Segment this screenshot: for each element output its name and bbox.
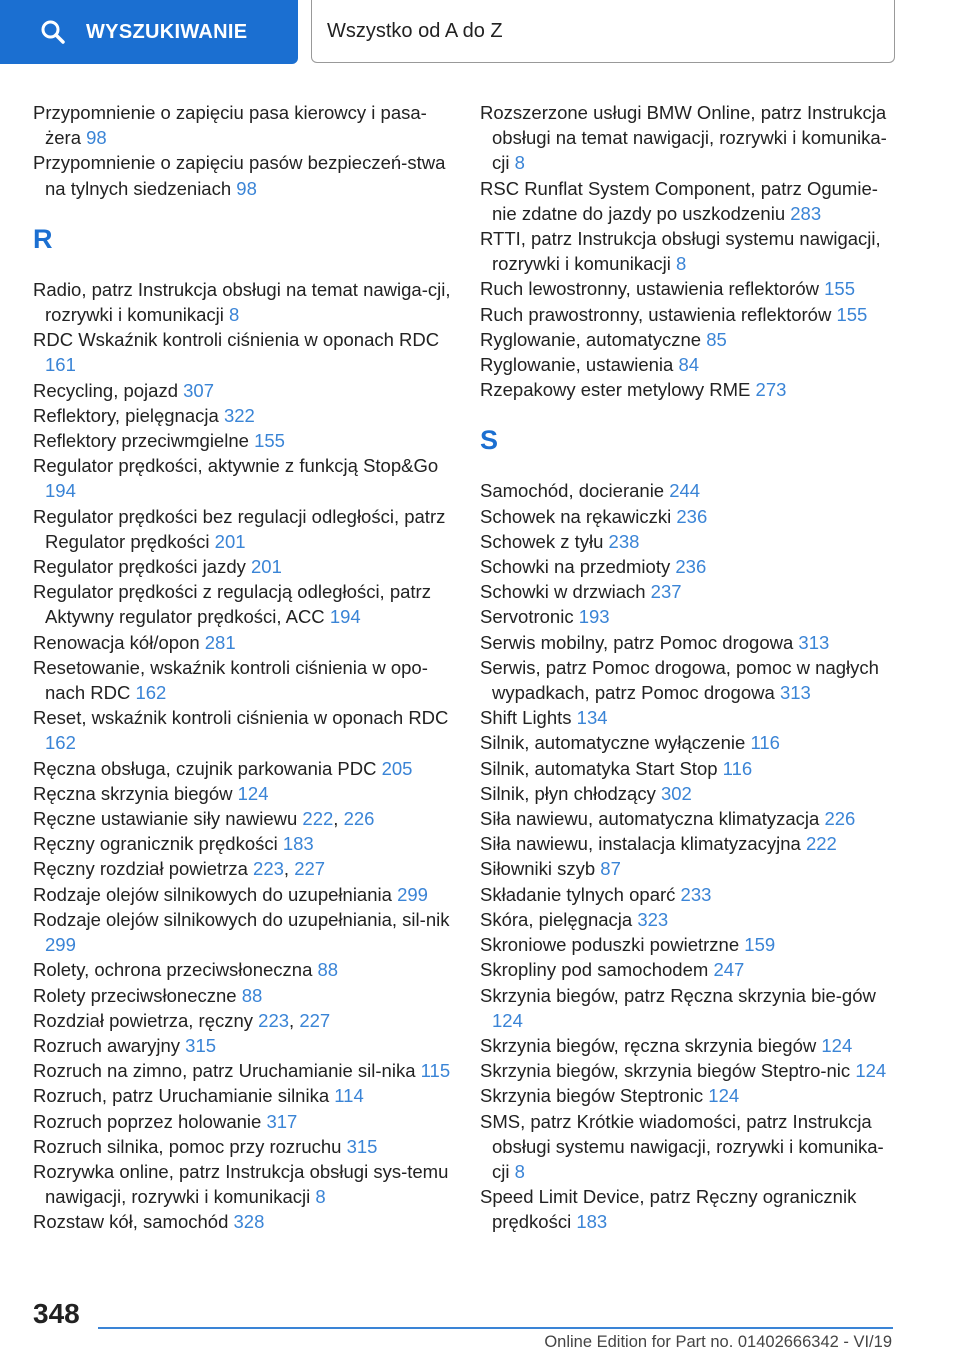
page-link[interactable]: 222 [805, 833, 837, 855]
index-entry [33, 756, 453, 781]
index-entry [480, 957, 900, 982]
index-entry-text: Skóra, pielęgnacja [480, 908, 638, 930]
index-entry [33, 1083, 453, 1108]
index-entry [480, 730, 900, 755]
index-entry-text: Skrzynia biegów, patrz Ręczna skrzynia bie-gów [480, 984, 876, 1006]
index-entry [480, 655, 900, 705]
index-entry-text: SMS, patrz Krótkie wiadomości, patrz Instrukcja obsługi systemu nawigacji, rozrywki i komunika-cji [480, 1110, 884, 1182]
page-link[interactable]: 247 [713, 959, 745, 981]
index-entry-text: Skropliny pod samochodem [480, 959, 714, 981]
page-link[interactable]: 226 [824, 808, 856, 830]
index-entry [480, 327, 900, 352]
index-entry [480, 882, 900, 907]
index-entry [480, 907, 900, 932]
index-entry [480, 554, 900, 579]
index-entry [33, 1058, 453, 1083]
index-entry-text: RDC Wskaźnik kontroli ciśnienia w oponach RDC [33, 329, 440, 351]
page-link[interactable]: 299 [45, 934, 76, 956]
index-entry [33, 453, 453, 503]
search-button-label: WYSZUKIWANIE [86, 20, 248, 43]
tab-a-to-z-label: Wszystko od A do Z [327, 19, 503, 42]
page-link[interactable]: 227 [294, 858, 326, 880]
page-link[interactable]: 8 [514, 152, 525, 174]
index-entry-text: Siła nawiewu, instalacja klimatyzacyjna [480, 833, 806, 855]
page-link[interactable]: 124 [237, 782, 269, 804]
index-entry [33, 504, 453, 554]
page-link[interactable]: 223 [258, 1009, 290, 1031]
page-link[interactable]: 88 [317, 959, 339, 981]
footer-divider [98, 1327, 893, 1329]
page-link[interactable]: 227 [299, 1009, 331, 1031]
index-entry-text: Składanie tylnych oparć [480, 883, 681, 905]
index-entry [480, 352, 900, 377]
index-entry: Ręczny rozdział powietrza 223, 227 [33, 858, 326, 880]
index-entry [33, 983, 453, 1008]
page-number: 348 [33, 1298, 80, 1329]
page-link[interactable]: 193 [578, 606, 610, 628]
search-button[interactable] [0, 0, 298, 64]
index-entry [33, 1109, 453, 1134]
page-link[interactable]: 322 [223, 404, 255, 426]
page-link[interactable]: 183 [576, 1211, 608, 1233]
index-entry-text: Recycling, pojazd [33, 379, 184, 401]
page-link[interactable]: 283 [790, 202, 822, 224]
tab-a-to-z[interactable] [311, 0, 895, 63]
index-letter-heading: R [33, 223, 53, 254]
index-entry [33, 781, 453, 806]
index-entry-text: Skrzynia biegów, skrzynia biegów Steptro-nic [480, 1060, 856, 1082]
page-link[interactable]: 161 [45, 354, 76, 376]
index-entry-text: RTTI, patrz Instrukcja obsługi systemu nawigacji, rozrywki i komunikacji [480, 228, 881, 275]
index-entry-text: Ryglowanie, automatyczne [480, 328, 707, 350]
index-entry [480, 100, 900, 176]
page-link[interactable]: 124 [855, 1060, 887, 1082]
index-entry [480, 856, 900, 881]
page-link[interactable]: 299 [397, 883, 428, 905]
index-entry-text: Serwis, patrz Pomoc drogowa, pomoc w nagłych wypadkach, patrz Pomoc drogowa [480, 656, 879, 704]
index-entry [480, 1058, 900, 1083]
index-entry [480, 756, 900, 781]
index-entry [480, 377, 900, 402]
page-link[interactable]: 223 [253, 858, 284, 880]
index-entry [33, 403, 453, 428]
page-link[interactable]: 237 [650, 581, 682, 603]
index-entry-text: Radio, patrz Instrukcja obsługi na temat nawiga-cji, rozrywki i komunikacji [33, 278, 451, 326]
page-link[interactable]: 273 [755, 379, 787, 401]
index-entry-text: Rzepakowy ester metylowy RME [480, 379, 756, 401]
page-link[interactable]: 226 [343, 808, 375, 830]
index-entry [33, 428, 453, 453]
page-link[interactable]: 313 [798, 631, 830, 653]
page-link[interactable]: 116 [722, 757, 753, 779]
page-link[interactable]: 84 [678, 354, 700, 376]
index-entry [480, 176, 900, 226]
page-link[interactable]: 8 [229, 304, 240, 326]
index-entry: Rozdział powietrza, ręczny 223, 227 [33, 1009, 331, 1031]
index-entry [33, 150, 453, 200]
page-link[interactable]: 302 [660, 782, 692, 804]
index-entry-text: Rozruch, patrz Uruchamianie silnika [33, 1085, 335, 1107]
page-link[interactable]: 116 [750, 732, 780, 754]
page-link[interactable]: 159 [744, 934, 776, 956]
index-entry [480, 1109, 900, 1185]
index-entry-text: Rozruch poprzez holowanie [33, 1110, 267, 1132]
index-entry [480, 226, 900, 276]
page-link[interactable]: 315 [346, 1135, 378, 1157]
index-entry [480, 504, 900, 529]
index-entry-text: Regulator prędkości z regulacją odległości, patrz Aktywny regulator prędkości, ACC [33, 581, 431, 628]
index-entry-text: Ruch prawostronny, ustawienia reflektorów [480, 303, 837, 325]
page-link[interactable]: 8 [315, 1186, 326, 1208]
index-entry [480, 529, 900, 554]
page-link[interactable]: 233 [680, 883, 712, 905]
index-entry [33, 554, 453, 579]
index-letter-heading: S [480, 425, 499, 456]
index-entry-text: Ruch lewostronny, ustawienia reflektorów [480, 278, 825, 300]
page-link[interactable]: 162 [135, 682, 167, 704]
index-entry [480, 806, 900, 831]
page-link[interactable]: 183 [282, 833, 314, 855]
index-entry [480, 781, 900, 806]
index-entry-text: Siłowniki szyb [480, 858, 601, 880]
index-entry-text: Rodzaje olejów silnikowych do uzupełniania, sil-nik [33, 908, 450, 930]
index-entry [480, 478, 900, 503]
index-entry [33, 882, 453, 907]
index-entry [33, 327, 453, 377]
index-entry: Ręczne ustawianie siły nawiewu 222, 226 [33, 808, 375, 830]
page-link[interactable]: 155 [836, 303, 868, 325]
page-link[interactable]: 205 [381, 757, 413, 779]
page-link[interactable]: 281 [204, 631, 236, 653]
page-link[interactable]: 115 [420, 1060, 451, 1082]
index-entry-text: Rozruch na zimno, patrz Uruchamianie sil-nika [33, 1060, 421, 1082]
index-column-right [480, 100, 900, 1235]
page-link[interactable]: 88 [241, 984, 263, 1006]
page-link[interactable]: 98 [86, 127, 107, 149]
index-entry [33, 378, 453, 403]
page-link[interactable]: 222 [302, 808, 334, 830]
index-entry-text: Schowki na przedmioty [480, 556, 676, 578]
page-link[interactable]: 155 [824, 278, 855, 300]
index-entry-text: Skrzynia biegów Steptronic [480, 1085, 709, 1107]
index-entry [480, 604, 900, 629]
index-entry [480, 630, 900, 655]
page-link[interactable]: 323 [637, 908, 669, 930]
index-entry-text: Silnik, płyn chłodzący [480, 782, 661, 804]
page-link[interactable]: 8 [676, 253, 687, 275]
index-entry [33, 705, 453, 755]
page-link[interactable]: 87 [600, 858, 621, 880]
index-entry [33, 1033, 453, 1058]
index-entry-text: Shift Lights [480, 707, 577, 729]
index-entry [480, 983, 900, 1033]
index-entry-text: Silnik, automatyka Start Stop [480, 757, 723, 779]
index-entry [33, 1209, 453, 1234]
index-entry-text: Rolety, ochrona przeciwsłoneczna [33, 959, 318, 981]
page-link[interactable]: 134 [576, 707, 608, 729]
index-entry-text: Skroniowe poduszki powietrzne [480, 934, 745, 956]
index-entry-text: Rodzaje olejów silnikowych do uzupełniania [33, 883, 398, 905]
index-entry [480, 1083, 900, 1108]
index-entry [33, 579, 453, 629]
page-link[interactable]: 315 [185, 1034, 217, 1056]
index-entry [33, 907, 453, 957]
page-link[interactable]: 8 [514, 1160, 525, 1182]
index-entry [480, 1184, 900, 1234]
page-link[interactable]: 162 [45, 732, 76, 754]
index-entry-text: Ręczne ustawianie siły nawiewu [33, 808, 303, 830]
index-entry [33, 100, 453, 150]
index-entry [33, 1134, 453, 1159]
index-entry-text: Schowek na rękawiczki [480, 505, 677, 527]
index-entry-text: Rozdział powietrza, ręczny [33, 1009, 259, 1031]
index-entry [33, 655, 453, 705]
page-link[interactable]: 98 [236, 177, 257, 199]
index-entry [480, 579, 900, 604]
index-entry-text: Ręczna skrzynia biegów [33, 782, 238, 804]
page-link[interactable]: 238 [608, 530, 640, 552]
index-entry-text: Regulator prędkości, aktywnie z funkcją Stop&Go [33, 455, 439, 477]
index-entry-text: Przypomnienie o zapięciu pasa kierowcy i pasa-żera [33, 102, 427, 149]
index-entry-text: Reset, wskaźnik kontroli ciśnienia w oponach RDC [33, 707, 449, 729]
index-entry-text: Schowek z tyłu [480, 530, 609, 552]
index-column-left [33, 100, 453, 1235]
index-entry-text: Rozruch awaryjny [33, 1034, 186, 1056]
page-link[interactable]: 124 [708, 1085, 740, 1107]
page-link[interactable]: 236 [675, 556, 707, 578]
page-link[interactable]: 244 [669, 480, 701, 502]
page-link[interactable]: 155 [254, 430, 285, 452]
index-entry [33, 277, 453, 327]
index-entry [33, 831, 453, 856]
index-entry [33, 957, 453, 982]
index-entry-text: Skrzynia biegów, ręczna skrzynia biegów [480, 1034, 822, 1056]
index-entry-text: Schowki w drzwiach [480, 581, 651, 603]
index-entry-text: Ręczny rozdział powietrza [33, 858, 254, 880]
page-link[interactable]: 201 [251, 556, 282, 578]
page-link[interactable]: 85 [706, 328, 727, 350]
index-entry-text: Servotronic [480, 606, 579, 628]
index-entry-text: Regulator prędkości jazdy [33, 556, 251, 578]
index-entry-text: Ręczny ogranicznik prędkości [33, 833, 283, 855]
index-entry [33, 630, 453, 655]
page-link[interactable]: 328 [233, 1211, 265, 1233]
page-link[interactable]: 194 [45, 480, 76, 502]
page-link[interactable]: 194 [329, 606, 361, 628]
index-entry-text: RSC Runflat System Component, patrz Ogumie-nie zdatne do jazdy po uszkodzeniu [480, 177, 878, 224]
index-entry-text: Silnik, automatyczne wyłączenie [480, 732, 751, 754]
index-entry-text: Regulator prędkości bez regulacji odległości, patrz Regulator prędkości [33, 505, 446, 552]
index-entry-text: Rolety przeciwsłoneczne [33, 984, 242, 1006]
index-entry-text: Speed Limit Device, patrz Ręczny ogranicznik prędkości [480, 1186, 857, 1233]
page-link[interactable]: 201 [214, 530, 246, 552]
index-entry-text: Rozrywka online, patrz Instrukcja obsługi sys-temu nawigacji, rozrywki i komunikacji [33, 1160, 449, 1208]
index-entry-text: Serwis mobilny, patrz Pomoc drogowa [480, 631, 799, 653]
page-link[interactable]: 317 [266, 1110, 298, 1132]
page-link[interactable]: 236 [676, 505, 708, 527]
index-entry-text: Ryglowanie, ustawienia [480, 354, 679, 376]
top-navigation [0, 0, 960, 66]
index-entry-text: Resetowanie, wskaźnik kontroli ciśnienia w opo-nach RDC [33, 656, 428, 704]
page-link[interactable]: 124 [492, 1009, 523, 1031]
page-link[interactable]: 307 [183, 379, 215, 401]
index-entry [480, 302, 900, 327]
index-entry-text: Renowacja kół/opon [33, 631, 205, 653]
page-link[interactable]: 124 [821, 1034, 853, 1056]
index-entry-text: Siła nawiewu, automatyczna klimatyzacja [480, 808, 825, 830]
index-entry-text: Przypomnienie o zapięciu pasów bezpieczeń-stwa na tylnych siedzeniach [33, 152, 446, 199]
index-entry-text: Rozruch silnika, pomoc przy rozruchu [33, 1135, 347, 1157]
index-entry [480, 276, 900, 301]
index-entry-text: Reflektory przeciwmgielne [33, 430, 255, 452]
index-entry [480, 705, 900, 730]
index-entry [480, 1033, 900, 1058]
page-link[interactable]: 313 [779, 682, 811, 704]
page-link[interactable]: 114 [334, 1085, 364, 1107]
index-entry-text: Samochód, docieranie [480, 480, 670, 502]
search-icon [40, 19, 66, 45]
index-entry-text: Reflektory, pielęgnacja [33, 404, 224, 426]
index-entry [480, 932, 900, 957]
footer-edition: Online Edition for Part no. 01402666342 - VI/19 [544, 1333, 892, 1351]
index-entry-text: Rozstaw kół, samochód [33, 1211, 234, 1233]
index-entry-text: Ręczna obsługa, czujnik parkowania PDC [33, 757, 382, 779]
index-entry-text: Rozszerzone usługi BMW Online, patrz Instrukcja obsługi na temat nawigacji, rozrywki i komunika-cji [480, 102, 887, 174]
index-entry [480, 831, 900, 856]
index-entry [33, 1159, 453, 1209]
